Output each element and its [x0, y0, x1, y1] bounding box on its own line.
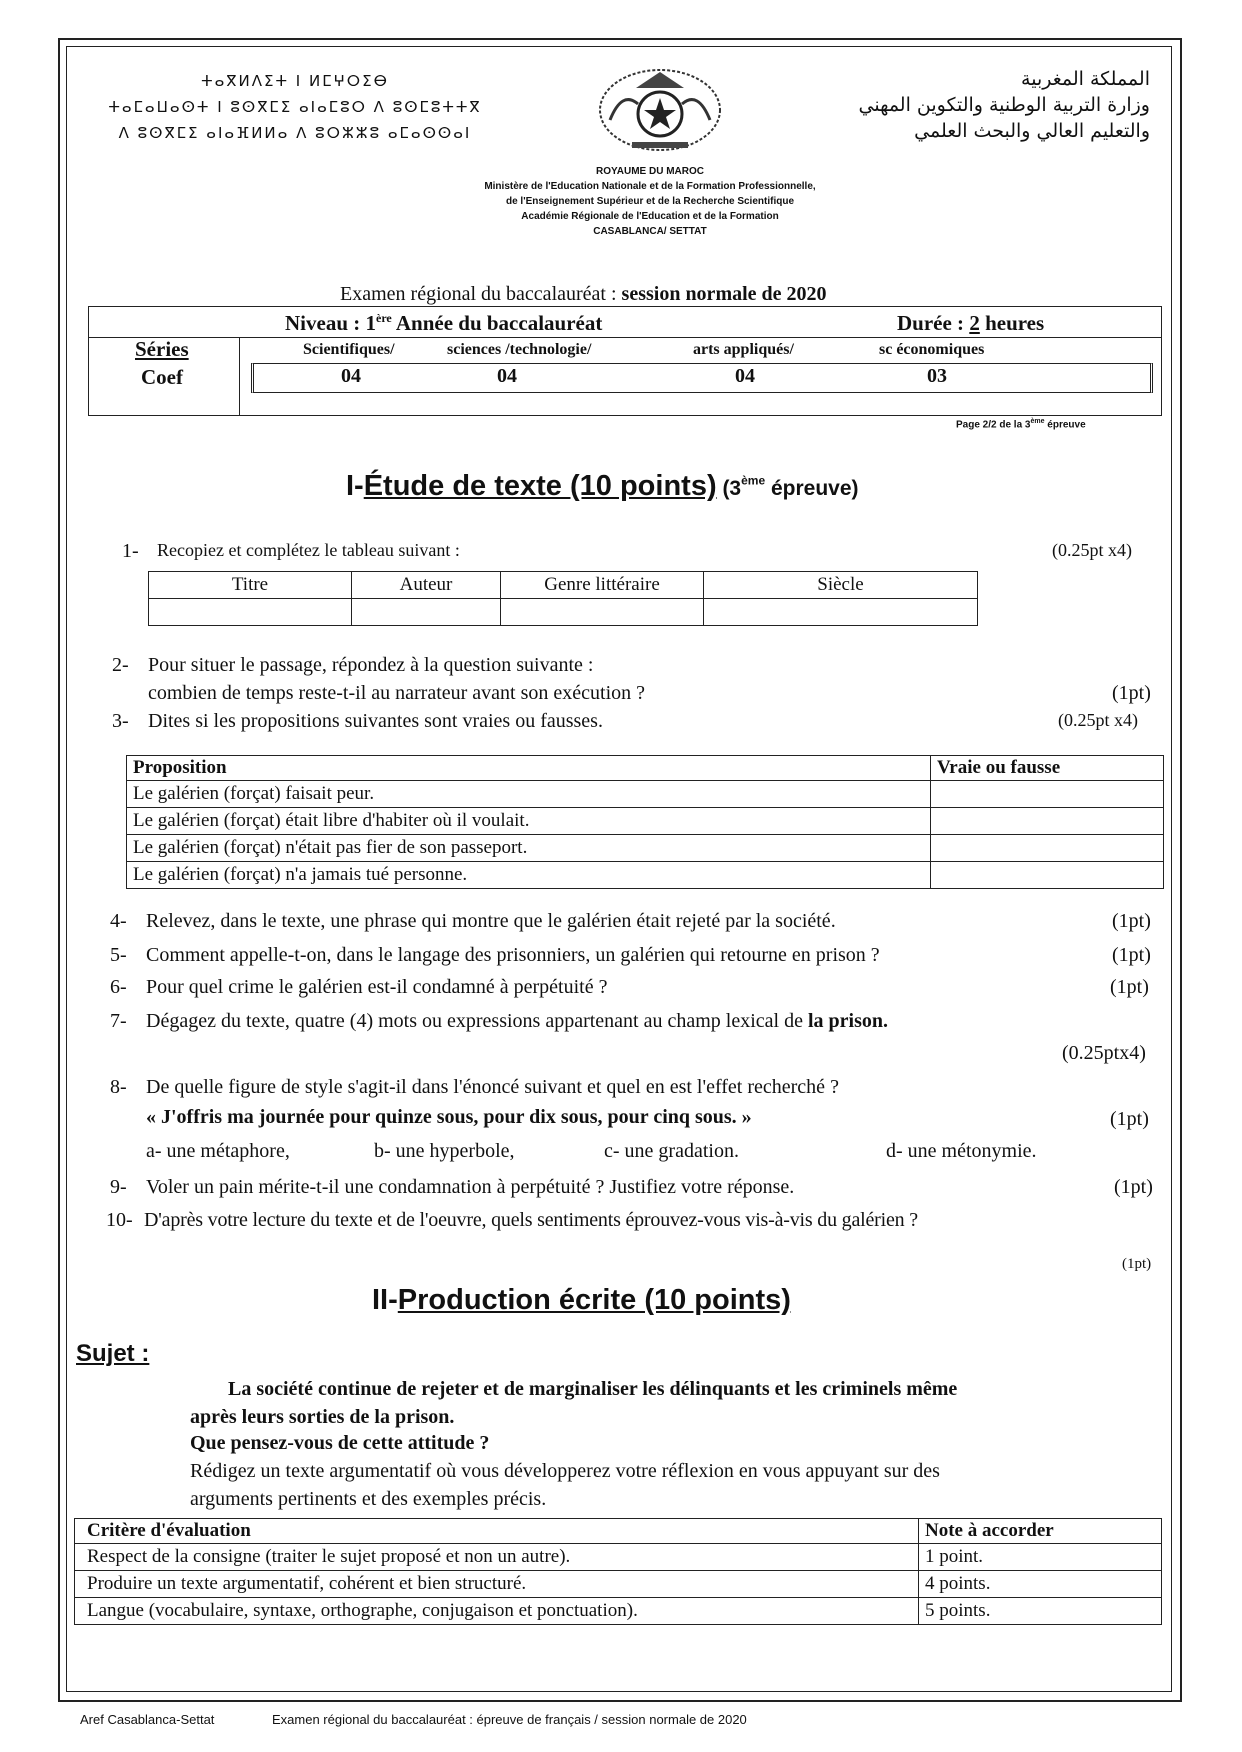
- q6-number: 6-: [110, 976, 127, 998]
- q5-text: Comment appelle-t-on, dans le langage des prisonniers, un galérien qui retourne en prison ?: [146, 944, 880, 966]
- q2-number: 2-: [112, 654, 129, 676]
- exam-info-box: [88, 306, 1162, 416]
- footer-right: Examen régional du baccalauréat : épreuve de français / session normale de 2020: [272, 1712, 747, 1727]
- exam-title: Examen régional du baccalauréat : session normale de 2020: [340, 283, 827, 305]
- col-genre: Genre littéraire: [501, 572, 704, 599]
- q9-text: Voler un pain mérite-t-il une condamnation à perpétuité ? Justifiez votre réponse.: [146, 1176, 795, 1198]
- q7-text: Dégagez du texte, quatre (4) mots ou expressions appartenant au champ lexical de la prison.: [146, 1010, 889, 1032]
- footer-left: Aref Casablanca-Settat: [80, 1712, 215, 1727]
- coef-box: [251, 363, 1153, 393]
- tifinagh-header: ⵜⴰⴳⵍⴷⵉⵜ ⵏ ⵍⵎⵖⵔⵉⴱ ⵜⴰⵎⴰⵡⴰⵙⵜ ⵏ ⵓⵙⴳⵎⵉ ⴰⵏⴰⵎⵓⵔ ⴷ ⵓⵙⵎⵓⵜⵜⴳ ⴷ ⵓⵙⴳⵎⵉ ⴰⵏⴰⴼⵍⵍⴰ ⴷ ⵓⵔⵣⵣⵓ ⴰⵎⴰⵙⵙⴰⵏ: [108, 72, 482, 142]
- q5-number: 5-: [110, 944, 127, 966]
- q9-points: (1pt): [1114, 1176, 1153, 1198]
- coef-4: 03: [927, 365, 947, 387]
- q1-table-answer-row: [149, 599, 978, 626]
- info-divider: [89, 337, 1161, 338]
- sujet-line2: après leurs sorties de la prison.: [190, 1406, 455, 1428]
- section-2-title: II-Production écrite (10 points): [372, 1284, 791, 1316]
- q3-col-vraie-fausse: Vraie ou fausse: [931, 756, 1164, 781]
- col-titre: Titre: [149, 572, 352, 599]
- institution-header: ROYAUME DU MAROC Ministère de l'Education Nationale et de la Formation Professionnelle, de l'Enseignement Supérieur et de la Recherche Scientifique Académie Régionale de l'Education et de la Formation CASABLANCA/ SETTAT: [484, 166, 816, 237]
- q3-table-header: [127, 756, 1164, 781]
- arabic-header: المملكة المغربية وزارة التربية الوطنية والتكوين المهني والتعليم العالي والبحث العلمي: [858, 68, 1150, 142]
- q9-number: 9-: [110, 1176, 127, 1198]
- series-technologie: sciences /technologie/: [447, 341, 592, 358]
- table-row: Langue (vocabulaire, syntaxe, orthographe, conjugaison et ponctuation). 5 points.: [75, 1598, 1162, 1625]
- q1-number: 1-: [122, 540, 139, 562]
- q2-line1: Pour situer le passage, répondez à la question suivante :: [148, 654, 594, 676]
- coef-label: Coef: [141, 365, 183, 389]
- series-arts: arts appliqués/: [693, 341, 794, 358]
- coef-2: 04: [497, 365, 517, 387]
- table-row: Le galérien (forçat) était libre d'habiter où il voulait.: [127, 808, 1164, 835]
- series-label: Séries: [135, 337, 189, 361]
- q8-text: De quelle figure de style s'agit-il dans l'énoncé suivant et quel en est l'effet recherché ?: [146, 1076, 839, 1098]
- coef-1: 04: [341, 365, 361, 387]
- q5-points: (1pt): [1112, 944, 1151, 966]
- table-row: Le galérien (forçat) n'a jamais tué personne.: [127, 862, 1164, 889]
- series-economiques: sc économiques: [879, 341, 985, 358]
- q4-number: 4-: [110, 910, 127, 932]
- q6-points: (1pt): [1110, 976, 1149, 998]
- q8-points: (1pt): [1110, 1108, 1149, 1130]
- q10-points: (1pt): [1122, 1256, 1152, 1272]
- q8-number: 8-: [110, 1076, 127, 1098]
- duree: Durée : 2 heures: [897, 311, 1045, 335]
- sujet-instruction-line2: arguments pertinents et des exemples précis.: [190, 1488, 547, 1510]
- q8-option-c: c- une gradation.: [604, 1140, 739, 1162]
- sujet-label: Sujet :: [76, 1340, 150, 1367]
- section-1-title: I-Étude de texte (10 points) (3ème épreuve): [346, 470, 859, 502]
- q2-points: (1pt): [1112, 682, 1151, 704]
- q3-table: [126, 755, 1164, 889]
- col-siecle: Siècle: [704, 572, 978, 599]
- table-row: Le galérien (forçat) n'était pas fier de son passeport.: [127, 835, 1164, 862]
- q2-line2: combien de temps reste-t-il au narrateur avant son exécution ?: [148, 682, 646, 704]
- q8-option-a: a- une métaphore,: [146, 1140, 290, 1162]
- col-auteur: Auteur: [352, 572, 501, 599]
- sujet-question: Que pensez-vous de cette attitude ?: [190, 1432, 490, 1454]
- q1-points: (0.25pt x4): [1052, 540, 1132, 560]
- sujet-instruction-line1: Rédigez un texte argumentatif où vous développerez votre réflexion en vous appuyant sur des: [190, 1460, 940, 1482]
- q8-option-b: b- une hyperbole,: [374, 1140, 515, 1162]
- coat-of-arms-emblem: [592, 60, 728, 156]
- sujet-line1: La société continue de rejeter et de marginaliser les délinquants et les criminels même: [228, 1378, 958, 1400]
- q4-text: Relevez, dans le texte, une phrase qui montre que le galérien était rejeté par la société.: [146, 910, 836, 932]
- table-row: Respect de la consigne (traiter le sujet proposé et non un autre). 1 point.: [75, 1544, 1162, 1571]
- criteria-col-note: Note à accorder: [919, 1519, 1162, 1544]
- page-indicator: Page 2/2 de la 3ème épreuve: [956, 418, 1086, 431]
- q1-text: Recopiez et complétez le tableau suivant :: [157, 540, 460, 560]
- criteria-col-critere: Critère d'évaluation: [75, 1519, 919, 1544]
- q10-text: D'après votre lecture du texte et de l'oeuvre, quels sentiments éprouvez-vous vis-à-vis du galérien ?: [144, 1209, 918, 1231]
- q10-number: 10-: [106, 1209, 133, 1231]
- table-row: Produire un texte argumentatif, cohérent et bien structuré. 4 points.: [75, 1571, 1162, 1598]
- q7-number: 7-: [110, 1010, 127, 1032]
- q8-quote: « J'offris ma journée pour quinze sous, pour dix sous, pour cinq sous. »: [146, 1106, 752, 1128]
- q1-table-header: [149, 572, 978, 599]
- q3-col-proposition: Proposition: [127, 756, 931, 781]
- q7-points: (0.25ptx4): [1062, 1042, 1146, 1064]
- table-row: Le galérien (forçat) faisait peur.: [127, 781, 1164, 808]
- criteria-header: [75, 1519, 1162, 1544]
- niveau: Niveau : 1ère Année du baccalauréat: [285, 311, 603, 335]
- q3-points: (0.25pt x4): [1058, 710, 1138, 730]
- q1-table: [148, 571, 978, 626]
- q6-text: Pour quel crime le galérien est-il condamné à perpétuité ?: [146, 976, 608, 998]
- series-scientifiques: Scientifiques/: [303, 341, 395, 358]
- q4-points: (1pt): [1112, 910, 1151, 932]
- coef-3: 04: [735, 365, 755, 387]
- q3-text: Dites si les propositions suivantes sont vraies ou fausses.: [148, 710, 603, 732]
- q3-number: 3-: [112, 710, 129, 732]
- criteria-table: [74, 1518, 1162, 1625]
- q8-option-d: d- une métonymie.: [886, 1140, 1037, 1162]
